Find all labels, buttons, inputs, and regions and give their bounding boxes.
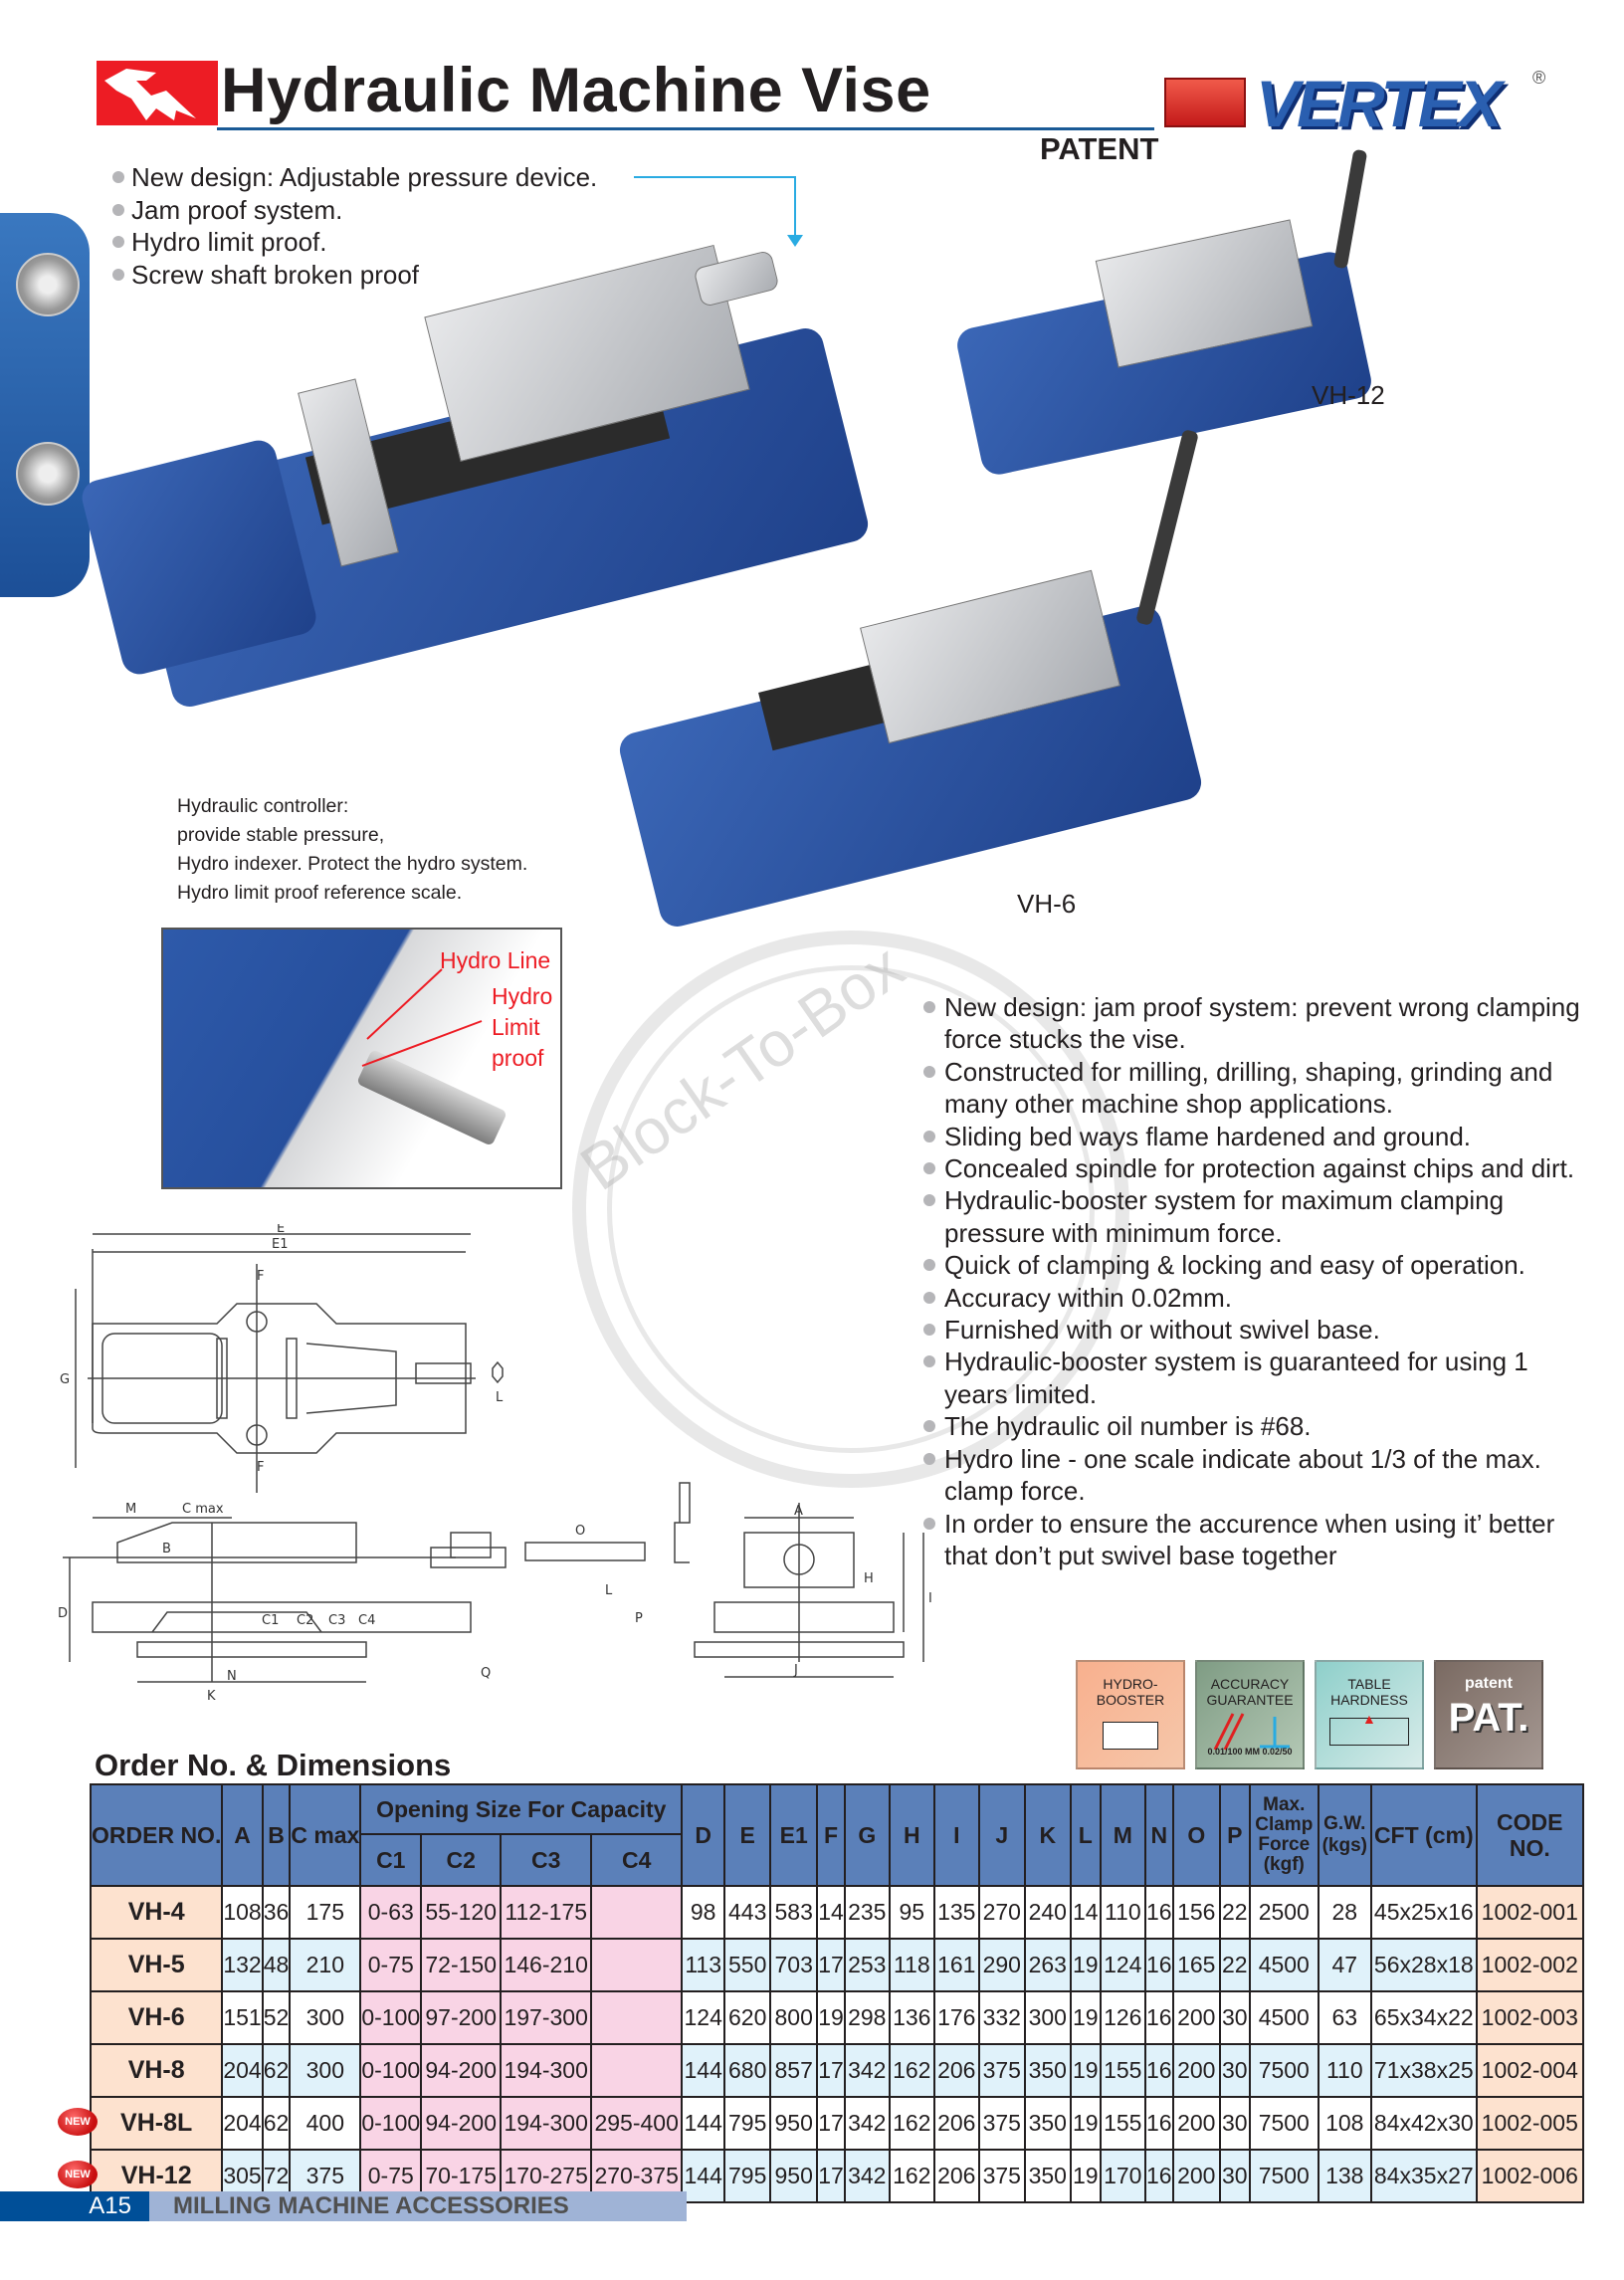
cell-k: 300	[1025, 1991, 1071, 2044]
cell-force: 7500	[1250, 2097, 1319, 2150]
bullet-icon	[923, 1066, 935, 1078]
cell-d: 144	[682, 2044, 724, 2097]
cell-d: 98	[682, 1886, 724, 1939]
bullet-icon	[923, 1162, 935, 1174]
col-c4: C4	[591, 1834, 682, 1886]
feature-item: Quick of clamping & locking and easy of operation.	[923, 1249, 1580, 1281]
svg-text:L: L	[496, 1390, 504, 1405]
cell-l: 19	[1071, 2044, 1101, 2097]
cell-f: 17	[817, 2097, 845, 2150]
title-underline	[217, 127, 1154, 130]
svg-text:D: D	[58, 1606, 69, 1621]
cell-c1: 0-75	[360, 2150, 421, 2202]
cell-c4	[591, 1991, 682, 2044]
table-hardness-badge: TABLE HARDNESS ▲	[1315, 1660, 1424, 1769]
cell-c2: 72-150	[421, 1939, 501, 1991]
cell-p: 30	[1220, 2097, 1250, 2150]
cell-a: 151	[222, 1991, 262, 2044]
top-feature-item: New design: Adjustable pressure device.	[112, 161, 597, 194]
new-badge-icon: NEW	[58, 2161, 98, 2188]
svg-text:J: J	[794, 1663, 798, 1678]
code-no-cell: 1002-001	[1477, 1886, 1583, 1939]
feature-item: Furnished with or without swivel base.	[923, 1314, 1580, 1346]
col-order-no: ORDER NO.	[91, 1784, 222, 1886]
cell-c1: 0-100	[360, 2097, 421, 2150]
svg-text:Q: Q	[481, 1666, 492, 1681]
table-row	[91, 2097, 1583, 2150]
cell-d: 113	[682, 1939, 724, 1991]
code-no-cell: 1002-004	[1477, 2044, 1583, 2097]
cell-e: 550	[724, 1939, 770, 1991]
cell-i: 161	[934, 1939, 979, 1991]
cell-gw: 47	[1319, 1939, 1371, 1991]
cell-cft: 84x42x30	[1371, 2097, 1477, 2150]
cell-k: 263	[1025, 1939, 1071, 1991]
cell-e1: 857	[770, 2044, 817, 2097]
svg-text:M: M	[125, 1502, 137, 1517]
cell-l: 19	[1071, 2097, 1101, 2150]
cell-c2: 94-200	[421, 2097, 501, 2150]
hydraulic-controller-note: Hydraulic controller: provide stable pressure, Hydro indexer. Protect the hydro system. Hydro limit proof reference scale.	[177, 795, 528, 904]
cell-gw: 110	[1319, 2044, 1371, 2097]
svg-text:B: B	[162, 1542, 171, 1556]
cell-l: 19	[1071, 1939, 1101, 1991]
order-no-cell: VH-4	[91, 1886, 222, 1939]
svg-text:O: O	[575, 1524, 586, 1539]
cell-o: 200	[1173, 1991, 1220, 2044]
cell-h: 162	[890, 2097, 934, 2150]
cell-f: 17	[817, 1939, 845, 1991]
cell-i: 206	[934, 2044, 979, 2097]
order-no-cell: VH-8L NEW	[91, 2097, 222, 2150]
svg-text:N: N	[227, 1669, 237, 1684]
cell-e1: 950	[770, 2150, 817, 2202]
cell-o: 200	[1173, 2150, 1220, 2202]
cell-cmax: 400	[290, 2097, 360, 2150]
cell-k: 240	[1025, 1886, 1071, 1939]
hydro-limit-label: Hydro Limit proof	[492, 983, 553, 1071]
cell-n: 16	[1145, 1886, 1173, 1939]
cell-c4	[591, 2044, 682, 2097]
feature-item: In order to ensure the accurence when using it’ better that don’t put swivel base together	[923, 1508, 1580, 1572]
cell-c4: 295-400	[591, 2097, 682, 2150]
cell-e1: 703	[770, 1939, 817, 1991]
cell-a: 305	[222, 2150, 262, 2202]
col-i: I	[934, 1784, 979, 1886]
feature-item: Accuracy within 0.02mm.	[923, 1282, 1580, 1314]
table-row	[91, 1886, 1583, 1939]
cell-n: 16	[1145, 1939, 1173, 1991]
cell-force: 4500	[1250, 1991, 1319, 2044]
cell-h: 95	[890, 1886, 934, 1939]
cell-p: 30	[1220, 2044, 1250, 2097]
accuracy-guarantee-badge: ACCURACY GUARANTEE 0.01/100 MM 0.02/50	[1195, 1660, 1305, 1769]
svg-text:C1: C1	[262, 1613, 280, 1628]
col-d: D	[682, 1784, 724, 1886]
cell-c3: 112-175	[501, 1886, 591, 1939]
vertex-brand-logo	[1164, 67, 1550, 140]
col-cmax: C max	[290, 1784, 360, 1886]
cell-cft: 84x35x27	[1371, 2150, 1477, 2202]
cell-p: 22	[1220, 1886, 1250, 1939]
cell-o: 200	[1173, 2044, 1220, 2097]
bullet-icon	[923, 1001, 935, 1013]
col-b: B	[263, 1784, 291, 1886]
cell-b: 52	[263, 1991, 291, 2044]
col-opening-size: Opening Size For Capacity	[360, 1784, 682, 1834]
cell-b: 72	[263, 2150, 291, 2202]
col-e1: E1	[770, 1784, 817, 1886]
cell-c1: 0-100	[360, 1991, 421, 2044]
col-c2: C2	[421, 1834, 501, 1886]
cell-e: 795	[724, 2150, 770, 2202]
cell-c1: 0-100	[360, 2044, 421, 2097]
code-no-cell: 1002-005	[1477, 2097, 1583, 2150]
col-a: A	[222, 1784, 262, 1886]
cell-e1: 950	[770, 2097, 817, 2150]
feature-item: Sliding bed ways flame hardened and ground.	[923, 1121, 1580, 1152]
cell-c3: 197-300	[501, 1991, 591, 2044]
cell-g: 342	[845, 2097, 890, 2150]
svg-text:C max: C max	[182, 1502, 224, 1517]
cell-e: 795	[724, 2097, 770, 2150]
vh12-label: VH-12	[1312, 380, 1385, 410]
side-product-strip	[0, 213, 90, 597]
cell-c4	[591, 1939, 682, 1991]
svg-text:L: L	[605, 1583, 613, 1598]
cell-g: 298	[845, 1991, 890, 2044]
cell-m: 155	[1101, 2097, 1145, 2150]
cell-p: 30	[1220, 2150, 1250, 2202]
col-j: J	[979, 1784, 1025, 1886]
svg-text:P: P	[635, 1611, 643, 1626]
svg-text:H: H	[864, 1571, 874, 1586]
cell-cft: 71x38x25	[1371, 2044, 1477, 2097]
bullet-icon	[923, 1194, 935, 1206]
cell-i: 206	[934, 2150, 979, 2202]
cell-cft: 56x28x18	[1371, 1939, 1477, 1991]
cell-gw: 138	[1319, 2150, 1371, 2202]
cell-k: 350	[1025, 2097, 1071, 2150]
cell-k: 350	[1025, 2044, 1071, 2097]
cell-f: 17	[817, 2044, 845, 2097]
col-k: K	[1025, 1784, 1071, 1886]
cell-o: 200	[1173, 2097, 1220, 2150]
cell-force: 2500	[1250, 1886, 1319, 1939]
cell-m: 110	[1101, 1886, 1145, 1939]
cell-j: 270	[979, 1886, 1025, 1939]
cell-cmax: 300	[290, 1991, 360, 2044]
cell-cmax: 175	[290, 1886, 360, 1939]
cell-o: 165	[1173, 1939, 1220, 1991]
col-gross-weight: G.W. (kgs)	[1319, 1784, 1371, 1886]
cell-c3: 194-300	[501, 2097, 591, 2150]
bullet-icon	[923, 1131, 935, 1142]
cell-c4	[591, 1886, 682, 1939]
cell-gw: 63	[1319, 1991, 1371, 2044]
cell-l: 14	[1071, 1886, 1101, 1939]
hydro-booster-icon	[1103, 1722, 1158, 1750]
svg-text:E1: E1	[272, 1237, 289, 1252]
cell-f: 19	[817, 1991, 845, 2044]
order-no-cell: VH-12 NEW	[91, 2150, 222, 2202]
cell-c2: 94-200	[421, 2044, 501, 2097]
col-l: L	[1071, 1784, 1101, 1886]
table-row	[91, 1939, 1583, 1991]
table-row	[91, 2044, 1583, 2097]
cell-e1: 583	[770, 1886, 817, 1939]
bullet-icon	[112, 204, 124, 216]
bullet-icon	[112, 171, 124, 183]
cell-f: 17	[817, 2150, 845, 2202]
page-number: A15	[0, 2191, 149, 2221]
feature-item: Hydro line - one scale indicate about 1/3 of the max. clamp force.	[923, 1443, 1580, 1508]
cell-n: 16	[1145, 2044, 1173, 2097]
col-max-clamp-force: Max. Clamp Force (kgf)	[1250, 1784, 1319, 1886]
cell-gw: 108	[1319, 2097, 1371, 2150]
cell-j: 375	[979, 2150, 1025, 2202]
cell-force: 7500	[1250, 2044, 1319, 2097]
feature-item: New design: jam proof system: prevent wrong clamping force stucks the vise.	[923, 991, 1580, 1056]
watermark-text: Block-To-Box	[567, 930, 916, 1204]
feature-item: Constructed for milling, drilling, shaping, grinding and many other machine shop applications.	[923, 1056, 1580, 1121]
cell-cft: 65x34x22	[1371, 1991, 1477, 2044]
hydro-line-label: Hydro Line	[440, 947, 551, 973]
col-f: F	[817, 1784, 845, 1886]
cell-c2: 55-120	[421, 1886, 501, 1939]
feature-item: Concealed spindle for protection against chips and dirt.	[923, 1152, 1580, 1184]
cell-b: 62	[263, 2097, 291, 2150]
cell-l: 19	[1071, 1991, 1101, 2044]
flame-icon: ▲	[1329, 1718, 1409, 1746]
code-no-cell: 1002-003	[1477, 1991, 1583, 2044]
cell-e: 620	[724, 1991, 770, 2044]
cell-k: 350	[1025, 2150, 1071, 2202]
patent-label: PATENT	[1040, 131, 1159, 166]
code-no-cell: 1002-002	[1477, 1939, 1583, 1991]
hydro-booster-badge: HYDRO- BOOSTER	[1076, 1660, 1185, 1769]
svg-text:G: G	[60, 1372, 71, 1387]
cell-cmax: 300	[290, 2044, 360, 2097]
top-feature-item: Hydro limit proof.	[112, 226, 597, 259]
cell-e: 680	[724, 2044, 770, 2097]
col-code-no: CODE NO.	[1477, 1784, 1583, 1886]
cell-c4: 270-375	[591, 2150, 682, 2202]
cell-h: 118	[890, 1939, 934, 1991]
table-row	[91, 1991, 1583, 2044]
code-no-cell: 1002-006	[1477, 2150, 1583, 2202]
col-e: E	[724, 1784, 770, 1886]
cell-j: 332	[979, 1991, 1025, 2044]
cell-g: 342	[845, 2150, 890, 2202]
order-no-cell: VH-5	[91, 1939, 222, 1991]
vh6-vise-photo	[622, 428, 1239, 945]
feature-list	[923, 991, 1580, 1571]
new-badge-icon: NEW	[58, 2108, 98, 2136]
vh6-label: VH-6	[1017, 889, 1077, 919]
cell-j: 290	[979, 1939, 1025, 1991]
hydro-line-detail-photo	[161, 928, 562, 1189]
callout-line	[634, 176, 796, 178]
cell-a: 108	[222, 1886, 262, 1939]
cell-b: 36	[263, 1886, 291, 1939]
col-n: N	[1145, 1784, 1173, 1886]
rotary-table-icon	[16, 253, 80, 316]
registered-mark: ®	[1532, 68, 1546, 88]
cell-c3: 170-275	[501, 2150, 591, 2202]
cell-j: 375	[979, 2097, 1025, 2150]
dimension-drawing	[58, 1224, 933, 1702]
page-title: Hydraulic Machine Vise	[221, 56, 931, 125]
svg-text:C4: C4	[358, 1613, 376, 1628]
brand-name: VERTEX	[1256, 67, 1500, 140]
cell-m: 155	[1101, 2044, 1145, 2097]
cell-d: 124	[682, 1991, 724, 2044]
cell-c1: 0-63	[360, 1886, 421, 1939]
cell-l: 19	[1071, 2150, 1101, 2202]
cell-a: 204	[222, 2044, 262, 2097]
cell-e: 443	[724, 1886, 770, 1939]
top-feature-item: Screw shaft broken proof	[112, 259, 597, 292]
cell-n: 16	[1145, 2150, 1173, 2202]
cell-g: 235	[845, 1886, 890, 1939]
svg-text:E: E	[277, 1224, 286, 1236]
col-g: G	[845, 1784, 890, 1886]
cell-gw: 28	[1319, 1886, 1371, 1939]
dimensions-section-title: Order No. & Dimensions	[95, 1748, 452, 1782]
cell-j: 375	[979, 2044, 1025, 2097]
cell-cmax: 210	[290, 1939, 360, 1991]
svg-text:F: F	[257, 1269, 265, 1284]
cell-i: 206	[934, 2097, 979, 2150]
cell-g: 342	[845, 2044, 890, 2097]
brand-eagle-icon	[1164, 78, 1246, 127]
order-no-cell: VH-8	[91, 2044, 222, 2097]
cell-c2: 97-200	[421, 1991, 501, 2044]
cell-i: 176	[934, 1991, 979, 2044]
cell-c3: 194-300	[501, 2044, 591, 2097]
cell-g: 253	[845, 1939, 890, 1991]
cell-b: 48	[263, 1939, 291, 1991]
cell-force: 4500	[1250, 1939, 1319, 1991]
rotary-table-icon	[16, 442, 80, 506]
col-p: P	[1220, 1784, 1250, 1886]
order-no-cell: VH-6	[91, 1991, 222, 2044]
cell-cmax: 375	[290, 2150, 360, 2202]
svg-text:A: A	[794, 1504, 803, 1519]
feature-item: Hydraulic-booster system is guaranteed for using 1 years limited.	[923, 1346, 1580, 1410]
cell-e1: 800	[770, 1991, 817, 2044]
dimensions-table	[65, 1783, 1584, 2203]
cell-n: 16	[1145, 2097, 1173, 2150]
col-c1: C1	[360, 1834, 421, 1886]
cell-b: 62	[263, 2044, 291, 2097]
cell-c2: 70-175	[421, 2150, 501, 2202]
top-feature-item: Jam proof system.	[112, 194, 597, 227]
cell-f: 14	[817, 1886, 845, 1939]
cell-m: 170	[1101, 2150, 1145, 2202]
cell-o: 156	[1173, 1886, 1220, 1939]
cell-c1: 0-75	[360, 1939, 421, 1991]
cell-c3: 146-210	[501, 1939, 591, 1991]
cell-p: 30	[1220, 1991, 1250, 2044]
svg-text:C3: C3	[328, 1613, 346, 1628]
cell-n: 16	[1145, 1991, 1173, 2044]
cell-cft: 45x25x16	[1371, 1886, 1477, 1939]
col-c3: C3	[501, 1834, 591, 1886]
cell-i: 135	[934, 1886, 979, 1939]
cell-d: 144	[682, 2150, 724, 2202]
svg-text:F: F	[257, 1460, 265, 1475]
cell-h: 136	[890, 1991, 934, 2044]
cell-m: 126	[1101, 1991, 1145, 2044]
feature-item: Hydraulic-booster system for maximum clamping pressure with minimum force.	[923, 1184, 1580, 1249]
cell-a: 132	[222, 1939, 262, 1991]
svg-text:I: I	[928, 1591, 932, 1606]
patent-badge: patent PAT.	[1434, 1660, 1543, 1769]
cell-h: 162	[890, 2150, 934, 2202]
cell-a: 204	[222, 2097, 262, 2150]
eagle-logo-icon	[97, 61, 218, 125]
cell-force: 7500	[1250, 2150, 1319, 2202]
svg-text:K: K	[207, 1689, 216, 1702]
col-m: M	[1101, 1784, 1145, 1886]
cell-h: 162	[890, 2044, 934, 2097]
cell-p: 22	[1220, 1939, 1250, 1991]
callout-line	[794, 176, 796, 238]
col-cft: CFT (cm)	[1371, 1784, 1477, 1886]
svg-text:C2: C2	[297, 1613, 314, 1628]
cell-d: 144	[682, 2097, 724, 2150]
section-footer: MILLING MACHINE ACCESSORIES	[149, 2191, 687, 2221]
cell-m: 124	[1101, 1939, 1145, 1991]
feature-item: The hydraulic oil number is #68.	[923, 1410, 1580, 1442]
col-o: O	[1173, 1784, 1220, 1886]
col-h: H	[890, 1784, 934, 1886]
